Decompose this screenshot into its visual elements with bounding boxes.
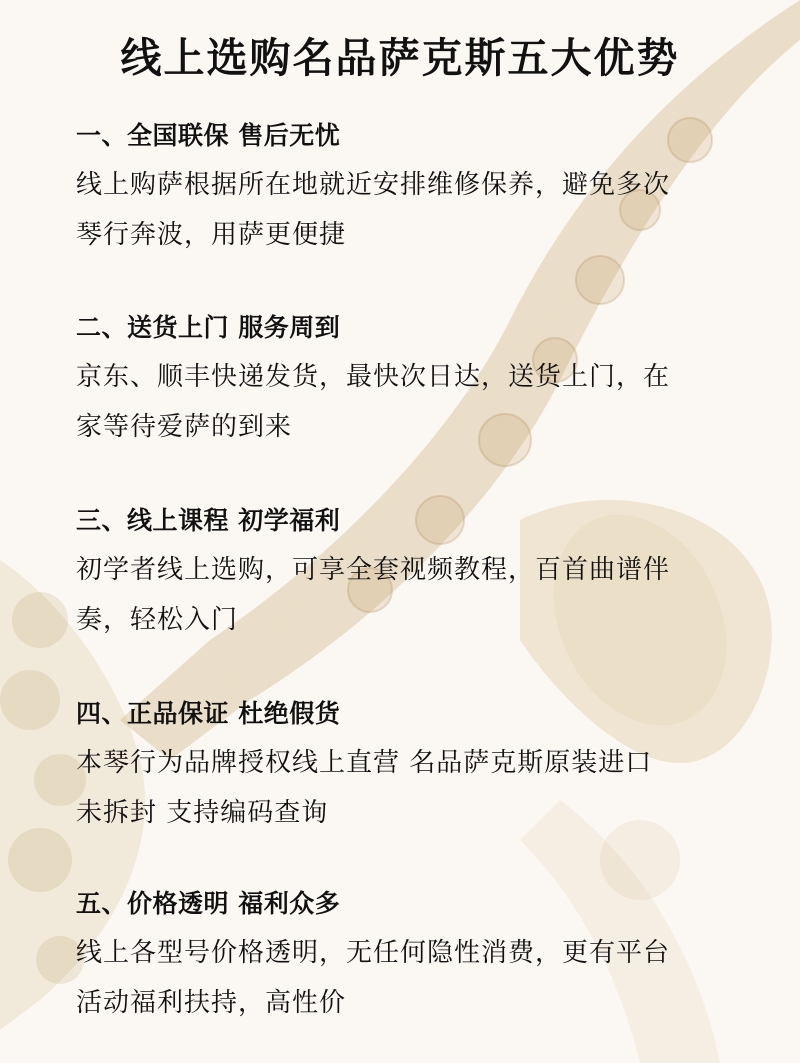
section-courses	[76, 503, 756, 645]
section-body	[76, 928, 756, 1028]
section-body	[76, 545, 756, 645]
section-warranty	[76, 118, 756, 260]
body-line: 本琴行为品牌授权线上直营 名品萨克斯原装进口	[76, 748, 653, 778]
section-heading: 三、线上课程 初学福利	[76, 506, 341, 535]
section-body	[76, 738, 756, 838]
section-pricing	[76, 886, 756, 1028]
body-line: 活动福利扶持，高性价	[76, 988, 347, 1018]
section-heading: 二、送货上门 服务周到	[76, 313, 341, 342]
section-heading: 四、正品保证 杜绝假货	[76, 699, 341, 728]
section-body	[76, 160, 756, 260]
body-line: 琴行奔波，用萨更便捷	[76, 220, 347, 250]
body-line: 家等待爱萨的到来	[76, 412, 293, 442]
section-body	[76, 352, 756, 452]
body-line: 线上各型号价格透明，无任何隐性消费，更有平台	[76, 938, 671, 968]
section-delivery	[76, 310, 756, 452]
section-heading: 五、价格透明 福利众多	[76, 889, 341, 918]
section-heading: 一、全国联保 售后无忧	[76, 121, 341, 150]
body-line: 奏，轻松入门	[76, 605, 239, 635]
body-line: 京东、顺丰快递发货，最快次日达，送货上门，在	[76, 362, 671, 392]
section-authenticity	[76, 696, 756, 838]
page-title: 线上选购名品萨克斯五大优势	[120, 34, 680, 82]
body-line: 未拆封 支持编码查询	[76, 798, 329, 828]
body-line: 线上购萨根据所在地就近安排维修保养，避免多次	[76, 170, 671, 200]
body-line: 初学者线上选购，可享全套视频教程，百首曲谱伴	[76, 555, 671, 585]
